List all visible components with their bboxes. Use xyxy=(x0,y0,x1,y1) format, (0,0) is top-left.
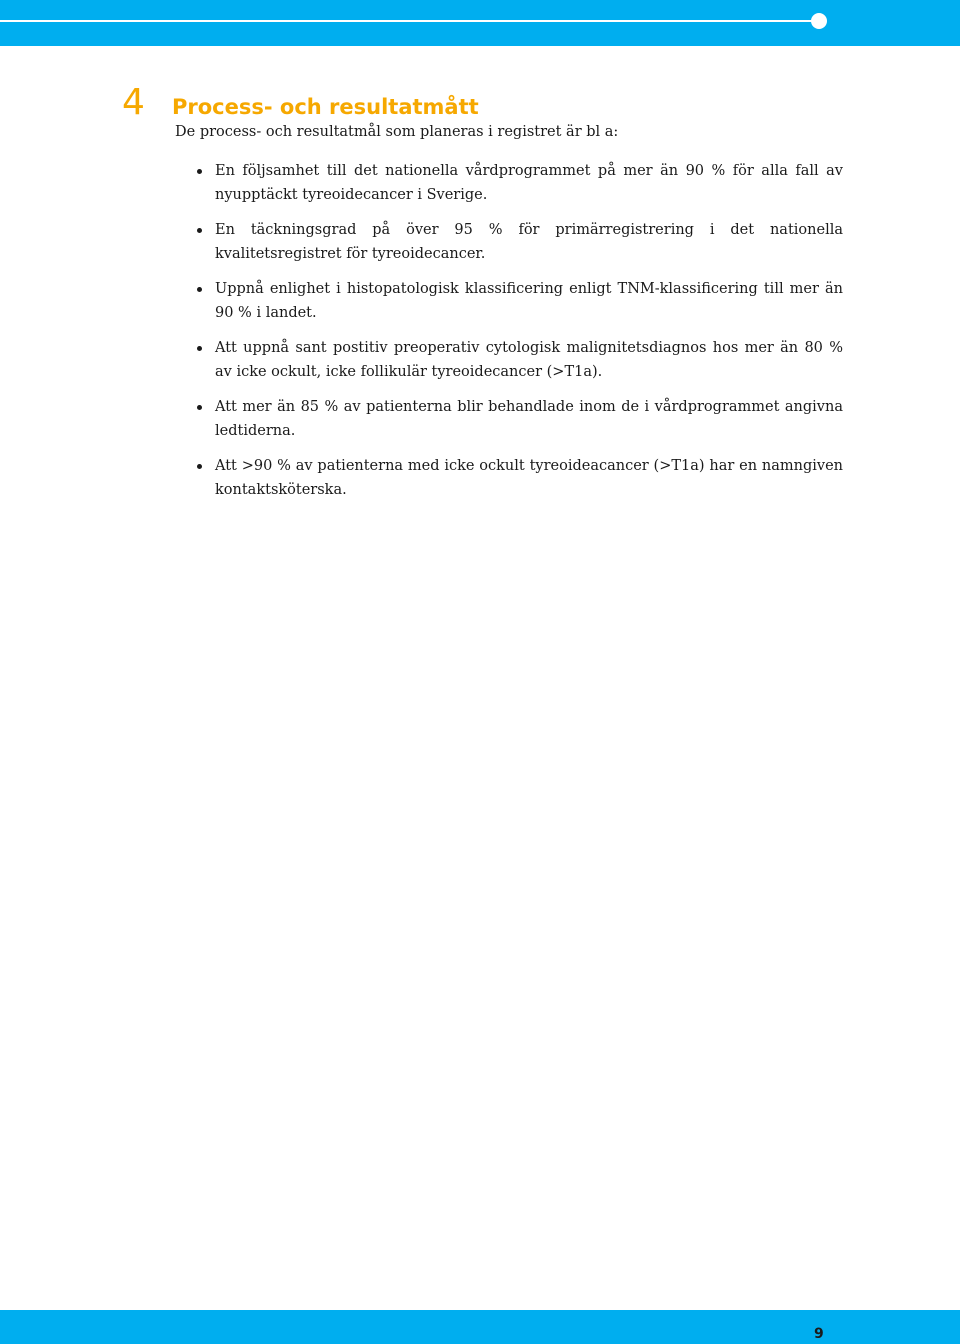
goal-item xyxy=(215,455,843,502)
goal-item xyxy=(215,278,843,325)
page-number: 9 xyxy=(814,1326,824,1342)
goal-text: Att >90 % av patienterna med icke ockult tyreoideacancer (>T1a) har en namngiven kontaktsköterska. xyxy=(215,458,843,498)
goal-list xyxy=(215,160,843,514)
goal-text: En täckningsgrad på över 95 % för primärregistrering i det nationella kvalitetsregistret för tyreoidecancer. xyxy=(215,222,843,262)
goal-text: Uppnå enlighet i histopatologisk klassificering enligt TNM-klassificering till mer än 90 % i landet. xyxy=(215,281,843,321)
bullet-icon xyxy=(197,228,202,233)
chapter-title: Process- och resultatmått xyxy=(172,95,479,119)
intro-paragraph: De process- och resultatmål som planeras i registret är bl a: xyxy=(175,124,619,140)
bullet-icon xyxy=(197,169,202,174)
bullet-icon xyxy=(197,405,202,410)
bullet-icon xyxy=(197,464,202,469)
header-band xyxy=(0,0,960,46)
chapter-number: 4 xyxy=(122,82,145,123)
goal-item xyxy=(215,219,843,266)
goal-item xyxy=(215,396,843,443)
goal-text: En följsamhet till det nationella vårdprogrammet på mer än 90 % för alla fall av nyupptäckt tyreoidecancer i Sverige. xyxy=(215,163,843,203)
bullet-icon xyxy=(197,287,202,292)
header-rule xyxy=(0,20,812,22)
bullet-icon xyxy=(197,346,202,351)
goal-text: Att mer än 85 % av patienterna blir behandlade inom de i vårdprogrammet angivna ledtiderna. xyxy=(215,399,843,439)
goal-item xyxy=(215,337,843,384)
goal-item xyxy=(215,160,843,207)
header-dot xyxy=(811,13,827,29)
goal-text: Att uppnå sant postitiv preoperativ cytologisk malignitetsdiagnos hos mer än 80 % av icke ockult, icke follikulär tyreoidecancer (>T1a). xyxy=(215,340,843,380)
